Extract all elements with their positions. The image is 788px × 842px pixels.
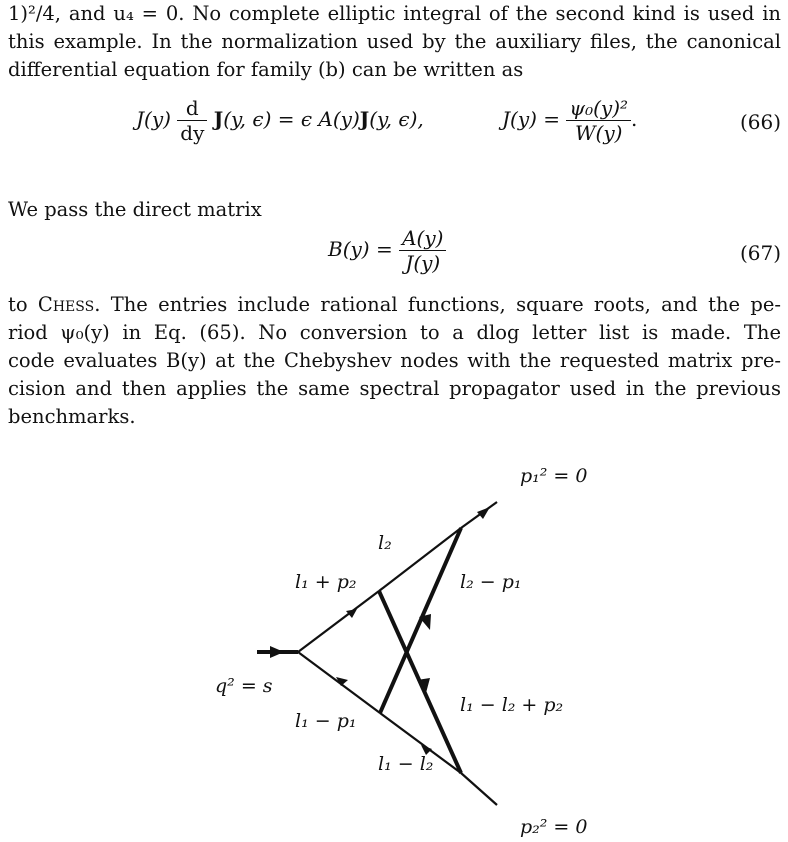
text-line: benchmarks. [8, 405, 136, 428]
eq66-period: . [631, 107, 638, 131]
label-l1-plus-p2: l₁ + p₂ [295, 571, 357, 593]
label-l1-minus-p1: l₁ − p₁ [295, 710, 357, 732]
arrow-p1 [477, 507, 490, 519]
label-l1-minus-l2: l₁ − l₂ [378, 753, 434, 775]
text-line: to Chess. The entries include rational functions, square roots, and the pe- [8, 293, 781, 316]
eq66-denominator: W(y) [566, 120, 631, 145]
text-line: 1)²/4, and u₄ = 0. No complete elliptic integral of the second kind is used in [8, 2, 781, 25]
derivative-d: d [185, 96, 199, 120]
label-l1-minus-l2-plus-p2: l₁ − l₂ + p₂ [460, 694, 564, 716]
eq66-numerator: ψ₀(y)² [569, 96, 629, 120]
eq67-denominator: J(y) [399, 250, 446, 275]
label-l2-minus-p1: l₂ − p₁ [460, 571, 522, 593]
vector-J: J [213, 107, 224, 131]
chess-name: Chess [37, 293, 95, 316]
eq67-numerator: A(y) [402, 226, 444, 250]
text-line: code evaluates B(y) at the Chebyshev nodes with the requested matrix pre- [8, 349, 781, 372]
equation-number-66: (66) [739, 110, 781, 134]
text-line: We pass the direct matrix [8, 198, 262, 221]
label-l2: l₂ [378, 532, 392, 554]
eq67-lhs: B(y) = [328, 237, 393, 261]
text-line: cision and then applies the same spectral propagator used in the previous [8, 377, 781, 400]
outgoing-line-p1 [461, 502, 497, 528]
edge-l1-plus-p2 [298, 591, 379, 652]
text-line: differential equation for family (b) can be written as [8, 58, 524, 81]
eq66-J-definition: J(y) = [502, 107, 561, 131]
eq66-args-rhs: (y, ϵ), [369, 107, 424, 131]
text-line: riod ψ₀(y) in Eq. (65). No conversion to a dlog letter list is made. The [8, 321, 781, 344]
label-q2: q² = s [215, 675, 273, 697]
equation-number-67: (67) [739, 241, 781, 265]
vector-J-rhs: J [359, 107, 370, 131]
derivative-dy: dy [177, 120, 207, 145]
eq66-args: (y, ϵ) = ϵ A(y) [223, 107, 360, 131]
outgoing-line-p2 [461, 773, 497, 805]
label-p2: p₂² = 0 [520, 816, 588, 838]
text-line: this example. In the normalization used by the auxiliary files, the canonical [8, 30, 781, 53]
edge-l1-minus-p1 [298, 652, 380, 713]
label-p1: p₁² = 0 [520, 465, 588, 487]
eq66-lhs-J: J(y) [136, 107, 171, 131]
incoming-arrow [270, 646, 284, 658]
